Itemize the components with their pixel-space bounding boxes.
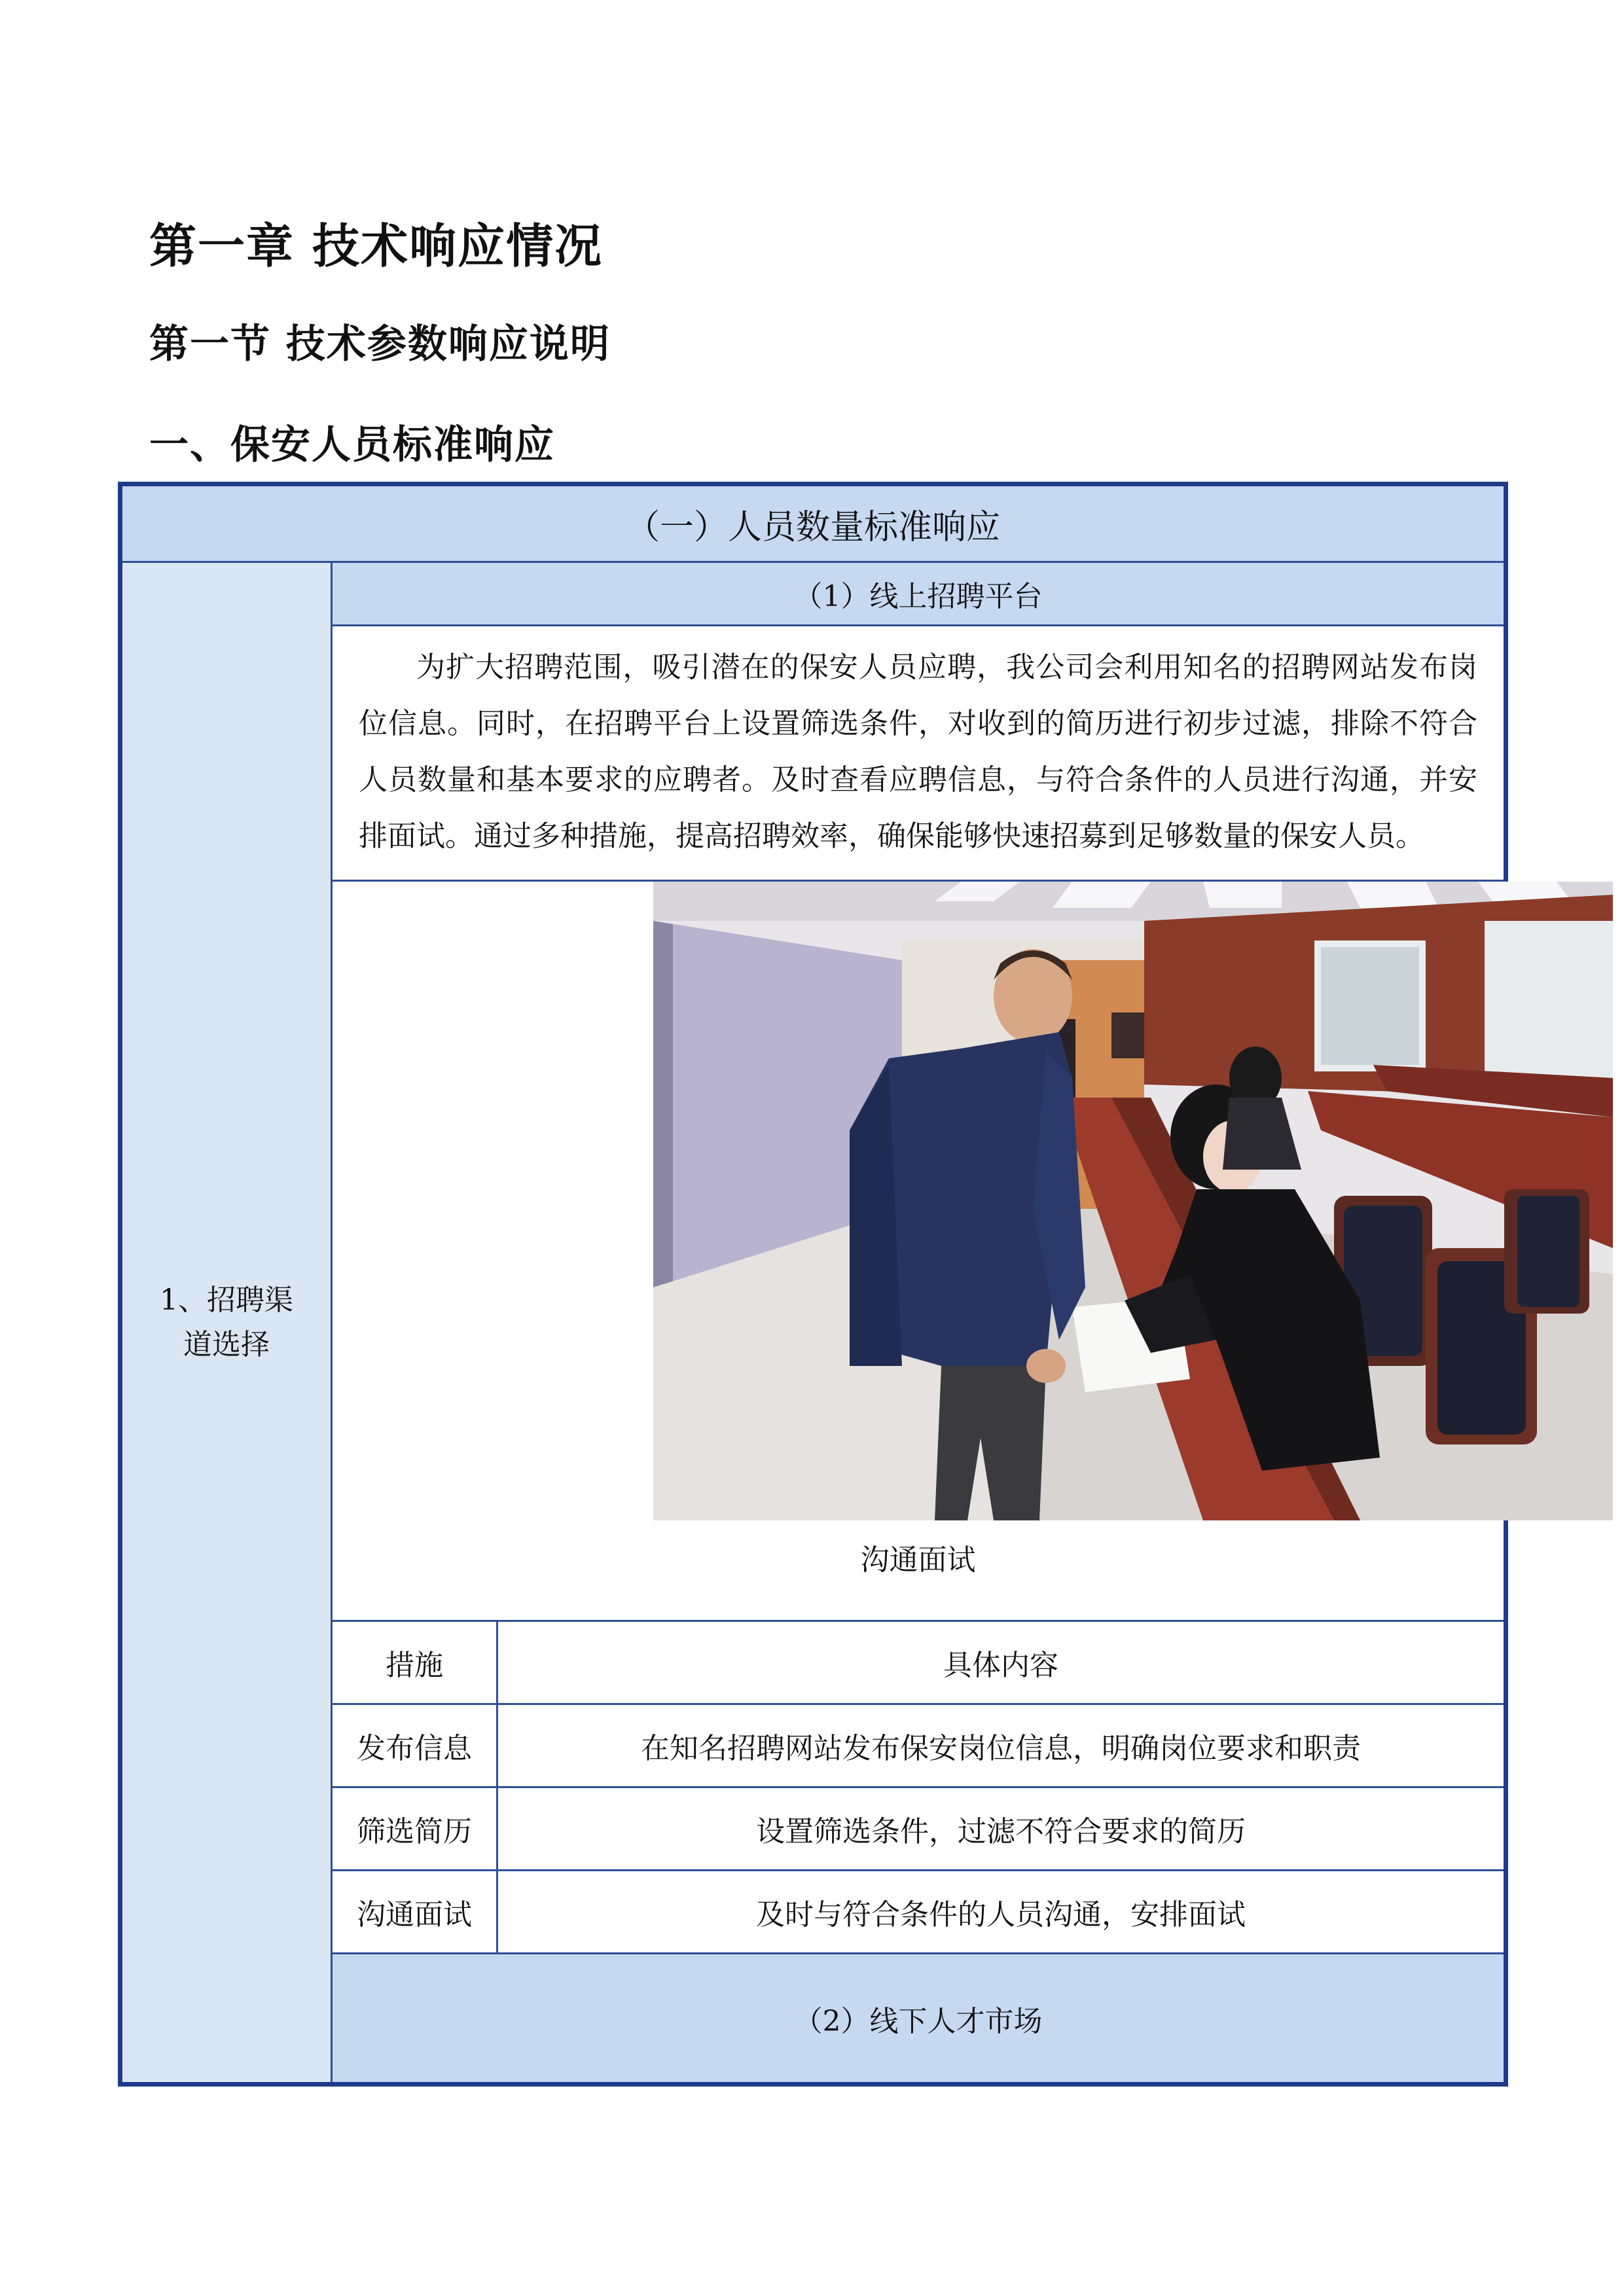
subsection-heading: 一、保安人员标准响应: [149, 422, 555, 468]
interview-photo: [653, 882, 1613, 1520]
photo-caption: 沟通面试: [860, 1543, 976, 1577]
measure-content: 设置筛选条件，过滤不符合要求的简历: [756, 1815, 1246, 1848]
photo-cell: [333, 882, 1504, 1620]
row-label-line2: 道选择: [183, 1327, 270, 1361]
measures-header-content: 具体内容: [943, 1649, 1058, 1682]
measures-header-row: [333, 1622, 1504, 1703]
chapter-heading: 第一章 技术响应情况: [149, 218, 604, 274]
measure-content: 及时与符合条件的人员沟通，安排面试: [756, 1898, 1246, 1931]
measure-content: 在知名招聘网站发布保安岗位信息，明确岗位要求和职责: [641, 1732, 1361, 1765]
measures-header-name: 措施: [386, 1649, 443, 1682]
online-platform-heading: （1）线上招聘平台: [333, 563, 1504, 624]
table-row: [333, 1871, 1504, 1952]
section-heading: 第一节 技术参数响应说明: [149, 321, 611, 367]
table-title: （一）人员数量标准响应: [122, 486, 1504, 561]
measure-name: 筛选简历: [357, 1815, 472, 1848]
offline-market-heading: （2）线下人才市场: [333, 1954, 1504, 2082]
online-platform-paragraph: 为扩大招聘范围，吸引潜在的保安人员应聘，我公司会利用知名的招聘网站发布岗位信息。同时，在招聘平台上设置筛选条件，对收到的简历进行初步过滤，排除不符合人员数量和基本要求的应聘者。及时查看应聘信息，与符合条件的人员进行沟通，并安排面试。通过多种措施，提高招聘效率，确保能够快速招募到足够数量的保安人员。: [359, 651, 1477, 853]
measure-name: 发布信息: [357, 1732, 472, 1765]
row-label: [122, 563, 331, 2082]
table-row: [333, 1788, 1504, 1869]
measure-name: 沟通面试: [357, 1898, 472, 1931]
table-row: [333, 1705, 1504, 1786]
row-label-line1: 1、招聘渠: [160, 1283, 293, 1317]
response-table: [118, 482, 1508, 2087]
